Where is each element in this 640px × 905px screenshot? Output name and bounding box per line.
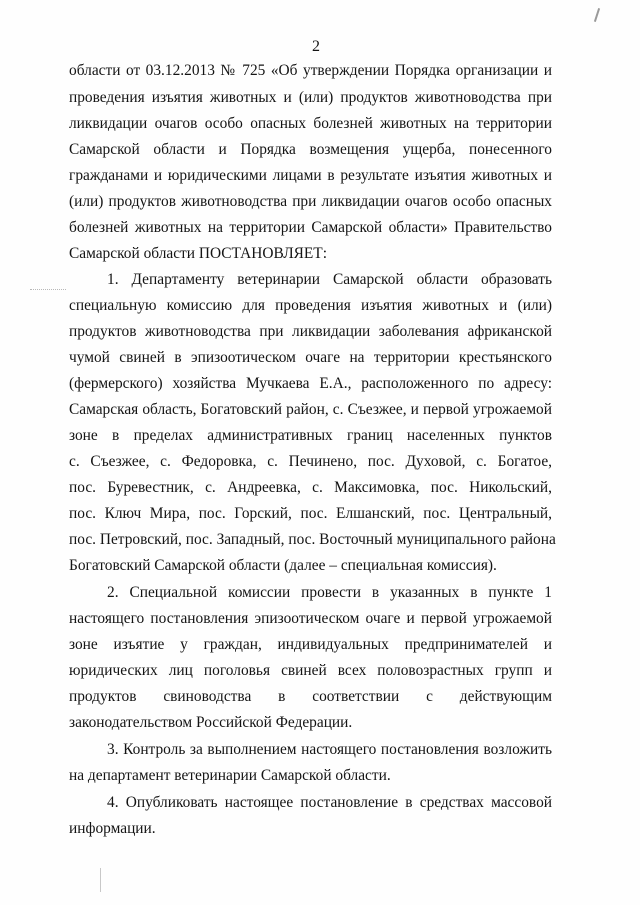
- text-line: пос. Буревестник, с. Андреевка, с. Максимовка, пос. Никольский,: [69, 479, 552, 496]
- text-line: 3. Контроль за выполнением настоящего постановления возложить: [107, 741, 552, 758]
- scan-artifact-mark: [594, 8, 600, 22]
- text-line: чумой свиней в эпизоотическом очаге на территории крестьянского: [69, 349, 552, 366]
- scan-artifact-line: [100, 868, 101, 892]
- text-line: (фермерского) хозяйства Мучкаева Е.А., расположенного по адресу:: [69, 375, 552, 392]
- text-line: ликвидации очагов особо опасных болезней животных на территории: [69, 115, 552, 132]
- text-line: Самарской области ПОСТАНОВЛЯЕТ:: [69, 245, 327, 262]
- text-line: Богатовский Самарской области (далее – специальная комиссия).: [69, 557, 497, 574]
- text-line: информации.: [69, 820, 156, 837]
- text-line: 2. Специальной комиссии провести в указанных в пункте 1: [107, 584, 552, 601]
- text-line: проведения изъятия животных и (или) продуктов животноводства при: [69, 89, 552, 106]
- text-line: законодательством Российской Федерации.: [69, 714, 353, 731]
- text-line: продуктов животноводства при ликвидации заболевания африканской: [69, 323, 552, 340]
- text-line: настоящего постановления эпизоотическом очаге и первой угрожаемой: [69, 610, 552, 627]
- text-line: пос. Ключ Мира, пос. Горский, пос. Елшанский, пос. Центральный,: [69, 505, 552, 522]
- text-line: пос. Петровский, пос. Западный, пос. Восточный муниципального района: [69, 531, 556, 548]
- text-line: 4. Опубликовать настоящее постановление в средствах массовой: [107, 794, 552, 811]
- text-line: Самарская область, Богатовский район, с. Съезжее, и первой угрожаемой: [69, 401, 552, 418]
- text-line: юридических лиц поголовья свиней всех половозрастных групп и: [69, 662, 552, 679]
- text-line: зоне в пределах административных границ населенных пунктов: [69, 427, 552, 444]
- scan-artifact-dash: [30, 289, 66, 290]
- text-line: Самарской области и Порядка возмещения ущерба, понесенного: [69, 141, 552, 158]
- text-line: гражданами и юридическими лицами в результате изъятия животных и: [69, 167, 552, 184]
- text-line: области от 03.12.2013 № 725 «Об утверждении Порядка организации и: [69, 62, 552, 79]
- text-line: (или) продуктов животноводства при ликвидации очагов особо опасных: [69, 193, 552, 210]
- text-line: болезней животных на территории Самарской области» Правительство: [69, 219, 552, 236]
- text-line: 1. Департаменту ветеринарии Самарской области образовать: [107, 271, 552, 288]
- text-line: зоне изъятие у граждан, индивидуальных предпринимателей и: [69, 636, 552, 653]
- text-line: на департамент ветеринарии Самарской области.: [69, 767, 391, 784]
- page-number: 2: [312, 38, 320, 55]
- text-line: с. Съезжее, с. Федоровка, с. Печинено, пос. Духовой, с. Богатое,: [69, 453, 552, 470]
- text-line: специальную комиссию для проведения изъятия животных и (или): [69, 297, 552, 314]
- text-line: продуктов свиноводства в соответствии с действующим: [69, 688, 552, 705]
